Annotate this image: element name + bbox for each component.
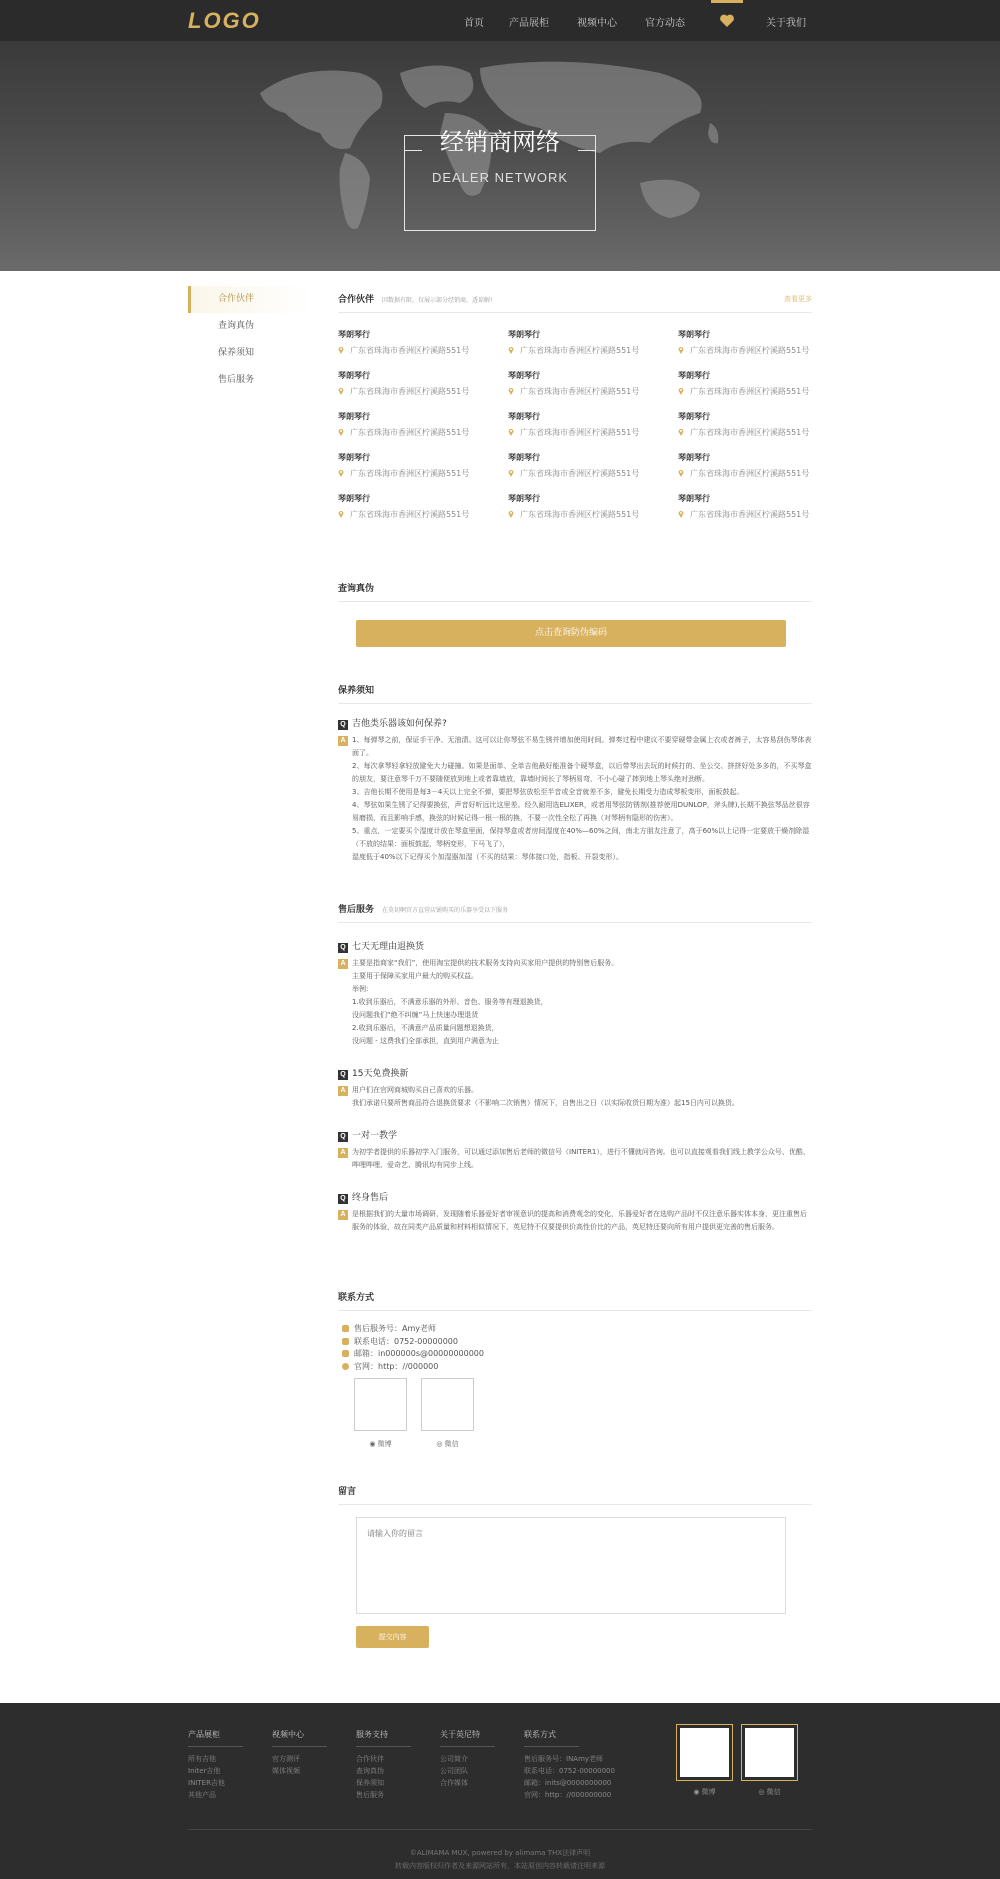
footer-link[interactable]: 合作伙伴 [356,1755,384,1763]
dealer-name: 琴朗琴行 [508,494,540,503]
sidebar-item-service[interactable]: 售后服务 [218,375,255,385]
care-answer-line: 4、琴弦如果生锈了记得要换弦，声音好听远比这里差。经久耐用选ELIXER，或者用琴弦防锈剂(推荐使用DUNLOP，斧头牌),长期不换弦琴品丝很容易磨损，而且影响手感，换弦的时候记得一根一根的换，不要一次性全松了再换（对琴柄有隐形的伤害）。 [352,801,810,822]
service-answer-line: 用户们在官网商城购买自己喜欢的乐器。 [352,1086,478,1094]
dealer-item[interactable] [678,370,812,397]
location-pin-icon [678,510,684,518]
dealer-name: 琴朗琴行 [678,412,710,421]
user-icon [342,1325,349,1332]
location-pin-icon [338,510,344,518]
service-answer-line: 举例: [352,985,369,993]
dealer-address: 广东省珠海市香洲区柠溪路551号 [508,386,678,397]
dealer-item[interactable] [338,370,508,397]
location-pin-icon [338,346,344,354]
section-title: 售后服务 在莫切啊官方直营店铺购买的乐器享受以下服务 [338,902,812,923]
dealer-address: 广东省珠海市香洲区柠溪路551号 [678,427,812,438]
dealer-address: 广东省珠海市香洲区柠溪路551号 [508,509,678,520]
q-badge-icon: Q [338,720,348,730]
service-answer-line: 没问题我们“绝不纠缠”马上快速办理退货 [352,1011,479,1019]
nav-products[interactable]: 产品展柜 [509,18,549,29]
dealer-name: 琴朗琴行 [678,371,710,380]
contact-section [338,1290,812,1460]
footer-link[interactable]: 其他产品 [188,1791,216,1799]
wechat-qr-label: ◎ 微信 [436,1440,459,1448]
dealer-item[interactable] [338,411,508,438]
footer-column-title: 产品展柜 [188,1729,243,1747]
footer-link[interactable]: 邮箱：inits@0000000000 [524,1779,612,1787]
dealer-name: 琴朗琴行 [508,371,540,380]
location-pin-icon [508,387,514,395]
dealer-address: 广东省珠海市香洲区柠溪路551号 [508,345,678,356]
service-answer-line: 为初学者提供的乐器初学入门服务，可以通过添加售后老师的微信号（INITER1），进行不懂就问咨询。也可以直接观看我们线上教学公众号、优酷、哔哩哔哩、爱奇艺、腾讯均有同步上线。 [352,1148,810,1169]
footer-column-title: 关于英尼特 [440,1729,495,1747]
footer-column-title: 服务支持 [356,1729,411,1747]
dealer-name: 琴朗琴行 [508,453,540,462]
service-answer [338,1146,812,1172]
sidebar-item-verify[interactable]: 查询真伪 [218,321,255,331]
footer-wechat-qr [742,1725,797,1780]
a-badge-icon: A [338,1148,348,1158]
dealer-item[interactable] [508,370,678,397]
location-pin-icon [678,387,684,395]
footer-link[interactable]: 联系电话：0752-00000000 [524,1767,615,1775]
section-title: 保养须知 [338,683,812,704]
a-badge-icon: A [338,1086,348,1096]
location-pin-icon [508,469,514,477]
care-answer-line: 5、重点，一定要买个湿度计放在琴盒里面，保持琴盒或者房间湿度在40%—60%之间，南北方朋友注意了，高于60%以上记得一定要放干燥剂除湿（不放的结果：面板鼓起，琴柄变形，下马飞了）， [352,827,810,848]
service-question: Q 终身售后 [338,1190,812,1204]
care-section [338,683,812,864]
logo[interactable]: LOGO [188,8,261,33]
globe-icon [342,1363,349,1370]
hero-title-box [404,128,596,231]
service-answer [338,1084,812,1110]
weibo-qr-code [354,1378,407,1431]
care-answer-line: 1、每弹琴之前，保证手干净、无油渍。这可以让你琴弦不易生锈并增加使用时间。弹奏过程中建议不要穿硬带金属上衣或者裤子，太容易刮伤琴体表面了。 [352,736,812,757]
dealer-name: 琴朗琴行 [678,494,710,503]
contact-phone: 联系电话：0752-00000000 [338,1336,812,1349]
q-badge-icon: Q [338,1194,348,1204]
weibo-qr-label: ◉ 微博 [369,1440,392,1448]
service-list [338,939,812,1234]
dealer-address: 广东省珠海市香洲区柠溪路551号 [338,386,508,397]
footer-column [440,1729,495,1789]
footer-link[interactable]: 售后服务 [356,1791,384,1799]
dealer-name: 琴朗琴行 [508,412,540,421]
location-pin-icon [338,387,344,395]
dealer-address: 广东省珠海市香洲区柠溪路551号 [678,386,812,397]
dealer-address: 广东省珠海市香洲区柠溪路551号 [678,509,812,520]
service-question: Q 15天免费换新 [338,1066,812,1080]
section-title: 联系方式 [338,1290,812,1311]
footer-link[interactable]: 所有吉他 [188,1755,216,1763]
contact-website: 官网：http：//000000 [338,1361,812,1374]
dealer-item[interactable] [508,329,678,356]
dealer-name: 琴朗琴行 [338,453,370,462]
nav-news[interactable]: 官方动态 [645,18,685,29]
nav-about[interactable]: 关于我们 [766,18,806,29]
contact-service: 售后服务号：Amy老师 [338,1323,812,1336]
nav-heart-tab[interactable] [711,0,743,41]
service-answer-line: 2.收到乐器后，不满意产品质量问题想退换货， [352,1024,499,1032]
dealer-item[interactable] [338,493,508,520]
location-pin-icon [678,428,684,436]
dealer-address: 广东省珠海市香洲区柠溪路551号 [338,345,508,356]
submit-button[interactable]: 提交内容 [356,1626,429,1648]
footer-disclaimer: 转载内容版权归作者及来源网站所有，本站原创内容转载请注明来源 [395,1862,605,1870]
sidebar-item-partners[interactable]: 合作伙伴 [188,286,312,313]
weibo-icon: ◉ [369,1440,378,1448]
dealer-item[interactable] [678,329,812,356]
location-pin-icon [678,469,684,477]
care-answer-line: 湿度低于40%以下记得买个加湿器加湿（不买的结果：琴体接口处，指板、开裂变形）。 [352,853,624,861]
dealer-address: 广东省珠海市香洲区柠溪路551号 [678,345,812,356]
footer-wechat-label: ◎ 微信 [758,1788,781,1796]
footer-copyright: ©ALIMAMA MUX, powered by alimama THX法律声明 [409,1849,591,1857]
sidebar-item-care[interactable]: 保养须知 [218,348,255,358]
dealer-address: 广东省珠海市香洲区柠溪路551号 [508,468,678,479]
service-question: Q 七天无理由退换货 [338,939,812,953]
hero-title: 经销商网络 [440,128,560,156]
a-badge-icon: A [338,1210,348,1220]
footer-link[interactable]: Initer吉他 [188,1767,221,1775]
dealer-address: 广东省珠海市香洲区柠溪路551号 [338,468,508,479]
section-title: 查询真伪 [338,581,812,602]
location-pin-icon [508,428,514,436]
location-pin-icon [508,346,514,354]
location-pin-icon [678,346,684,354]
q-badge-icon: Q [338,1070,348,1080]
heart-icon [719,13,735,29]
service-answer-line: 1.收到乐器后，不满意乐器的外形、音色、服务等有理退换货， [352,998,548,1006]
care-question: Q 吉他类乐器该如何保养? [338,716,812,730]
care-answer [338,734,812,864]
dealer-item[interactable] [508,452,678,479]
dealer-item[interactable] [678,452,812,479]
footer-divider [188,1829,812,1830]
top-navbar [0,0,1000,41]
service-answer-line: 主要用于保障买家用户最大的购买权益。 [352,972,478,980]
dealer-name: 琴朗琴行 [338,371,370,380]
view-more-link[interactable]: 查看更多 [784,295,812,303]
nav-videos[interactable]: 视频中心 [577,18,617,29]
service-answer-line: 没问题 - 这费我们全部承担，直到用户满意为止 [352,1037,499,1045]
dealer-address: 广东省珠海市香洲区柠溪路551号 [338,427,508,438]
q-badge-icon: Q [338,1132,348,1142]
service-answer [338,1208,812,1234]
dealer-address: 广东省珠海市香洲区柠溪路551号 [338,509,508,520]
footer-link[interactable]: 查询真伪 [356,1767,384,1775]
wechat-icon: ◎ [758,1788,767,1796]
care-answer-line: 2、每次拿琴轻拿轻放避免大力碰撞。如果是面单、全单吉他最好能准备个硬琴盒，以后带琴出去玩的时候打的、坐公交、挤挤好处多多的，不买琴盒的朋友，要注意琴千万不要随便放到地上或者靠墙放，靠墙时间长了琴柄易弯，不小心碰了摔到地上琴头绝对劲断。 [352,762,812,783]
footer [0,1703,1000,1879]
footer-link[interactable]: 保养须知 [356,1779,384,1787]
footer-link[interactable]: 合作媒体 [440,1779,468,1787]
wechat-icon: ◎ [436,1440,445,1448]
footer-link[interactable]: 官方测评 [272,1755,300,1763]
location-pin-icon [508,510,514,518]
a-badge-icon: A [338,959,348,969]
footer-column [272,1729,327,1777]
nav-home[interactable]: 首页 [464,18,484,29]
dealer-item[interactable] [508,493,678,520]
wechat-qr-code [421,1378,474,1431]
q-badge-icon: Q [338,943,348,953]
dealer-item[interactable] [678,411,812,438]
dealer-item[interactable] [678,493,812,520]
location-pin-icon [338,469,344,477]
dealer-name: 琴朗琴行 [338,330,370,339]
dealer-address: 广东省珠海市香洲区柠溪路551号 [508,427,678,438]
footer-column [188,1729,243,1801]
footer-link[interactable]: 媒体视频 [272,1767,300,1775]
footer-weibo-qr [677,1725,732,1780]
message-section [338,1484,812,1654]
footer-weibo-label: ◉ 微博 [693,1788,716,1796]
service-answer-line: 是根据我们的大量市场调研，发现随着乐器爱好者审视意识的提高和消费观念的变化，乐器爱好者在选购产品时不仅注意乐器实体本身，更注重售后服务的体验，故在同类产品质量和材料相似情况下，英尼特不仅要提供价高性价比的产品，英尼特还要向所有用户提供更完善的售后服务。 [352,1210,807,1231]
hero-banner [0,41,1000,271]
weibo-icon: ◉ [693,1788,702,1796]
verify-code-button[interactable]: 点击查询防伪编码 [356,620,786,647]
sidebar [188,286,312,394]
section-title: 合作伙伴 因数据有限，仅展示部分经销商，透谅解! 查看更多 [338,292,812,313]
service-answer-line: 主要是指商家“我们”，使用淘宝提供的技术服务支持向买家用户提供的特别售后服务。 [352,959,619,967]
footer-column [524,1729,615,1801]
dealer-item[interactable] [508,411,678,438]
dealer-name: 琴朗琴行 [678,453,710,462]
verify-section [338,581,812,647]
footer-column-title: 视频中心 [272,1729,327,1747]
footer-link[interactable]: 公司简介 [440,1755,468,1763]
phone-icon [342,1338,349,1345]
section-title: 留言 [338,1484,812,1505]
care-answer-line: 3、吉他长期不使用是每3－4天以上完全不弹，要把琴弦放松至半音或全音就差不多，避免长期受力造成琴板变形，面板鼓起。 [352,788,744,796]
contact-email: 邮箱：in000000s@00000000000 [338,1348,812,1361]
section-hint: 在莫切啊官方直营店铺购买的乐器享受以下服务 [382,907,509,914]
footer-link[interactable]: 售后服务号：INAmy老师 [524,1755,604,1763]
dealer-item[interactable] [338,329,508,356]
dealer-name: 琴朗琴行 [678,330,710,339]
footer-link[interactable]: INITER吉他 [188,1779,225,1787]
service-answer-line: 我们承诺只要所售商品符合退换货要求（不影响二次销售）情况下，自售出之日（以实际收货日期为准）起15日内可以换货。 [352,1099,739,1107]
footer-link[interactable]: 公司团队 [440,1767,468,1775]
service-section [338,902,812,1234]
message-textarea[interactable] [356,1517,786,1614]
dealer-grid [338,329,812,520]
location-pin-icon [338,428,344,436]
hero-subtitle: DEALER NETWORK [431,170,569,185]
footer-column [356,1729,411,1801]
footer-link[interactable]: 官网：http：//000000000 [524,1791,612,1799]
footer-column-title: 联系方式 [524,1729,579,1747]
service-answer [338,957,812,1048]
section-hint: 因数据有限，仅展示部分经销商，透谅解! [382,297,493,304]
dealer-name: 琴朗琴行 [338,494,370,503]
mail-icon [342,1350,349,1357]
dealer-name: 琴朗琴行 [508,330,540,339]
dealer-name: 琴朗琴行 [338,412,370,421]
partners-section [338,292,812,520]
dealer-item[interactable] [338,452,508,479]
dealer-address: 广东省珠海市香洲区柠溪路551号 [678,468,812,479]
service-question: Q 一对一教学 [338,1128,812,1142]
a-badge-icon: A [338,736,348,746]
